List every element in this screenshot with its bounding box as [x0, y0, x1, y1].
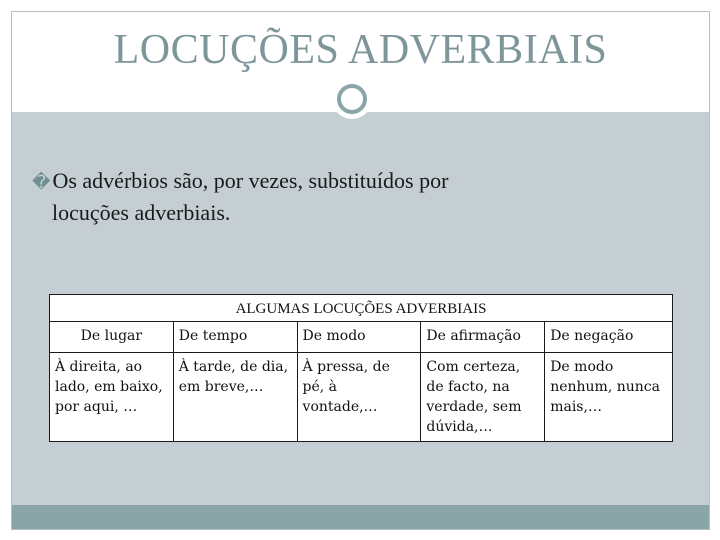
cell-lugar: À direita, ao lado, em baixo, por aqui, …	[50, 353, 174, 442]
table-caption-row	[50, 295, 673, 322]
ring-icon	[337, 84, 367, 114]
table-header-row	[50, 322, 673, 353]
header-cell-afirmacao: De afirmação	[421, 322, 545, 353]
table-row	[50, 353, 673, 442]
cell-negacao: De modo nenhum, nunca mais,…	[545, 353, 673, 442]
cell-tempo: À tarde, de dia, em breve,…	[173, 353, 297, 442]
header-cell-modo: De modo	[297, 322, 421, 353]
header-cell-tempo: De tempo	[173, 322, 297, 353]
bullet-text	[32, 166, 632, 228]
header-cell-negacao: De negação	[545, 322, 673, 353]
slide-title: LOCUÇÕES ADVERBIAIS	[113, 27, 608, 73]
bullet-line-1: Os advérbios são, por vezes, substituídos por	[52, 168, 449, 193]
table-caption: ALGUMAS LOCUÇÕES ADVERBIAIS	[50, 295, 673, 322]
bullet-icon: �	[32, 172, 51, 193]
cell-afirmacao: Com certeza, de facto, na verdade, sem dúvida,…	[421, 353, 545, 442]
slide	[11, 11, 710, 530]
circle-ornament-icon	[332, 79, 372, 119]
footer-bar	[12, 505, 709, 529]
header-cell-lugar: De lugar	[50, 322, 174, 353]
locucoes-table	[49, 294, 673, 442]
cell-modo: À pressa, de pé, à vontade,…	[297, 353, 421, 442]
bullet-line-2: locuções adverbiais.	[52, 200, 231, 225]
